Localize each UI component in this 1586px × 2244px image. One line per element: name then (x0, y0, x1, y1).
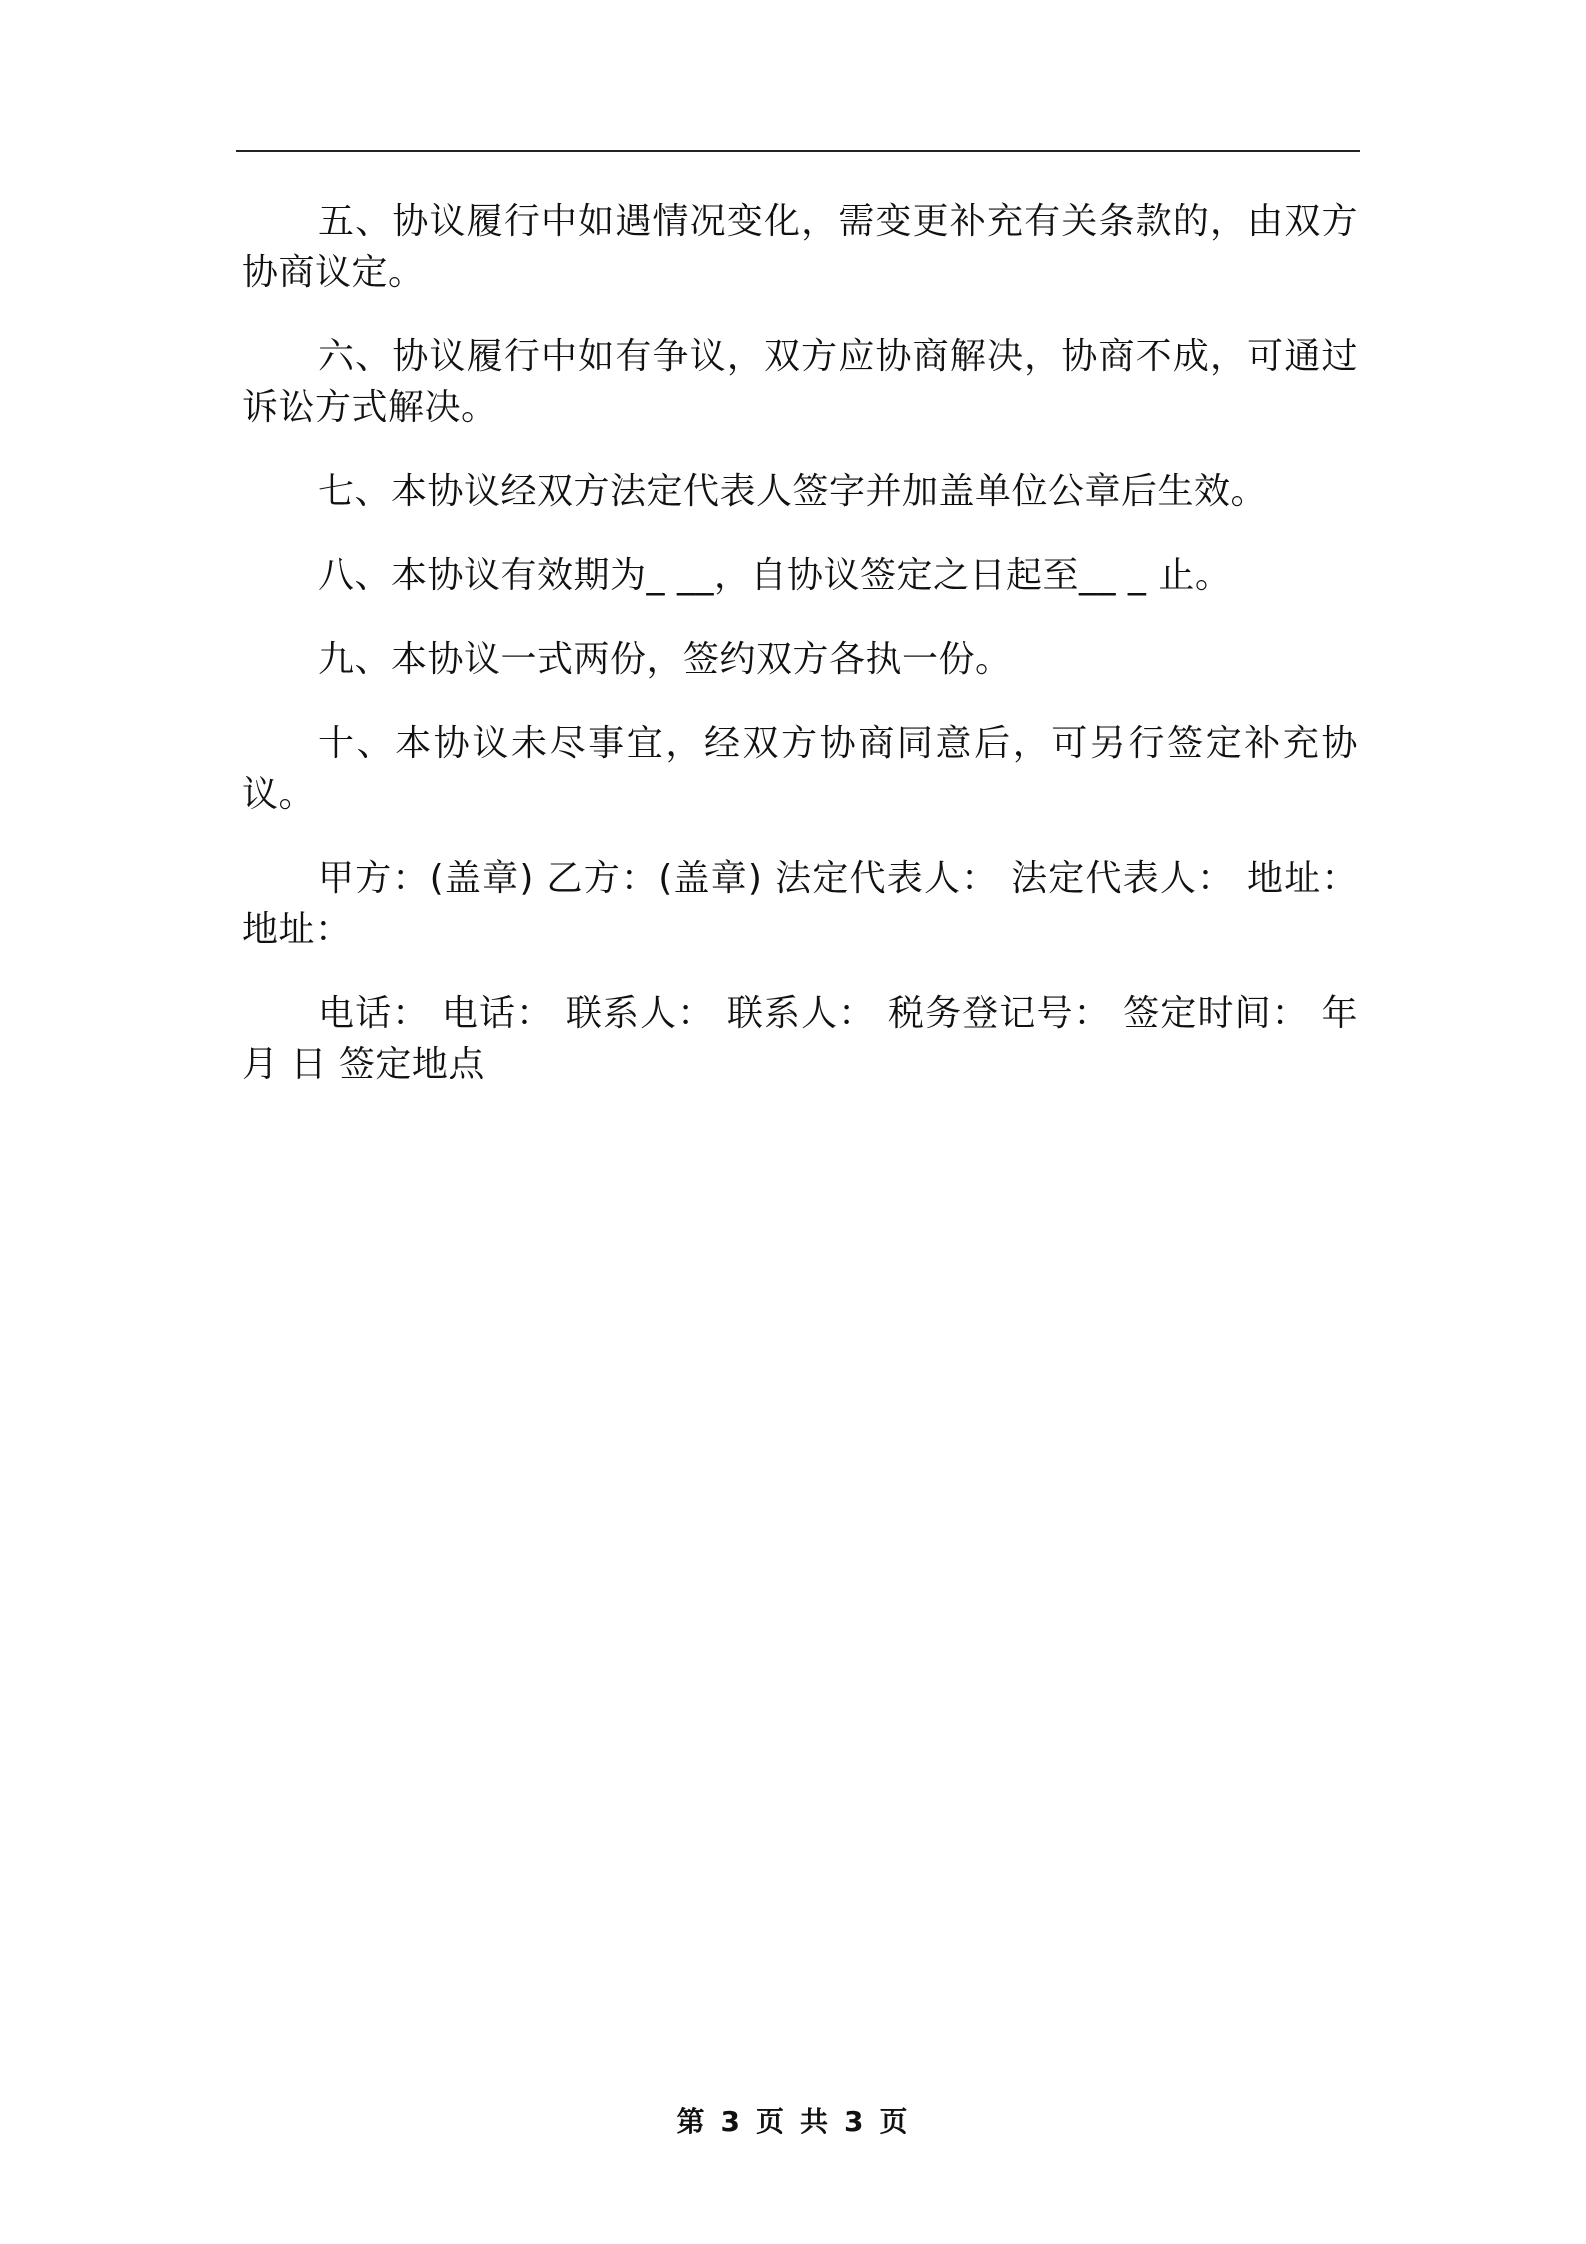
signature-contacts: 电话： 电话： 联系人： 联系人： 税务登记号： 签定时间： 年月 日 签定地点 (242, 993, 1358, 1085)
document-body (242, 196, 1358, 1123)
clause-10: 十、本协议未尽事宜，经双方协商同意后，可另行签定补充协议。 (242, 723, 1358, 815)
signature-parties: 甲方：(盖章) 乙方：(盖章) 法定代表人： 法定代表人： 地址：地址： (242, 858, 1358, 950)
clause-5: 五、协议履行中如遇情况变化，需变更补充有关条款的，由双方协商议定。 (242, 201, 1358, 293)
clause-8: 八、本协议有效期为_ __，自协议签定之日起至__ _ 止。 (318, 555, 1232, 596)
clause-9: 九、本协议一式两份，签约双方各执一份。 (318, 639, 1012, 680)
footer-prefix: 第 (676, 2105, 707, 2138)
footer-total-pages: 3 (844, 2105, 866, 2138)
footer-current-page: 3 (720, 2105, 742, 2138)
header-rule (236, 150, 1360, 152)
clause-7: 七、本协议经双方法定代表人签字并加盖单位公章后生效。 (318, 471, 1268, 512)
page-footer (0, 2100, 1586, 2140)
footer-total-word: 共 (800, 2105, 831, 2138)
footer-page-word-a: 页 (755, 2105, 786, 2138)
footer-page-word-b: 页 (879, 2105, 910, 2138)
clause-6: 六、协议履行中如有争议，双方应协商解决，协商不成，可通过诉讼方式解决。 (242, 336, 1358, 428)
